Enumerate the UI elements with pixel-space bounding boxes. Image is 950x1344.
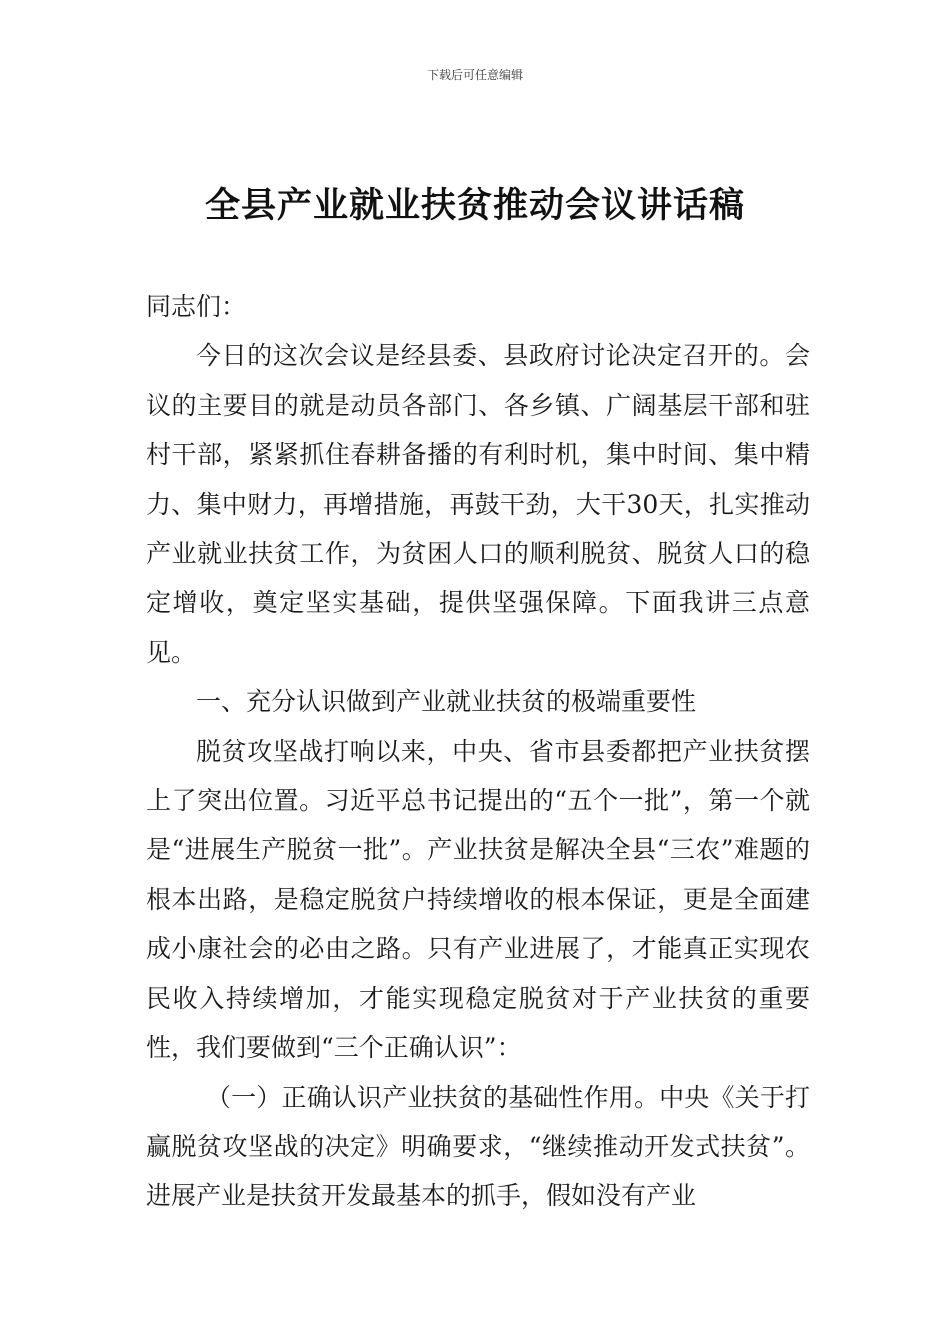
intro-paragraph: 今日的这次会议是经县委、县政府讨论决定召开的。会议的主要目的就是动员各部门、各乡镇、广阔基层干部和驻村干部，紧紧抓住春耕备播的有利时机，集中时间、集中精力、集中财力，再增措施，再鼓干劲，大干30天，扎实推动产业就业扶贫工作，为贫困人口的顺利脱贫、脱贫人口的稳定增收，奠定坚实基础，提供坚强保障。下面我讲三点意见。	[146, 341, 810, 667]
section-1-paragraph: 脱贫攻坚战打响以来，中央、省市县委都把产业扶贫摆上了突出位置。习近平总书记提出的“五个一批”，第一个就是“进展生产脱贫一批”。产业扶贫是解决全县“三农”难题的根本出路，是稳定脱贫户持续增收的根本保证，更是全面建成小康社会的必由之路。只有产业进展了，才能真正实现农民收入持续增加，才能实现稳定脱贫对于产业扶贫的重要性，我们要做到“三个正确认识”：	[146, 736, 810, 1063]
salutation: 同志们：	[146, 292, 247, 321]
document-body	[146, 282, 810, 1221]
section-1-heading: 一、充分认识做到产业就业扶贫的极端重要性	[196, 687, 697, 717]
header-note: 下载后可任意编辑	[426, 68, 523, 82]
subsection-1-paragraph: （一）正确认识产业扶贫的基础性作用。中央《关于打赢脱贫攻坚战的决定》明确要求，“继续推动开发式扶贫”。进展产业是扶贫开发最基本的抓手，假如没有产业	[146, 1082, 810, 1211]
document-title: 全县产业就业扶贫推动会议讲话稿	[204, 186, 745, 226]
